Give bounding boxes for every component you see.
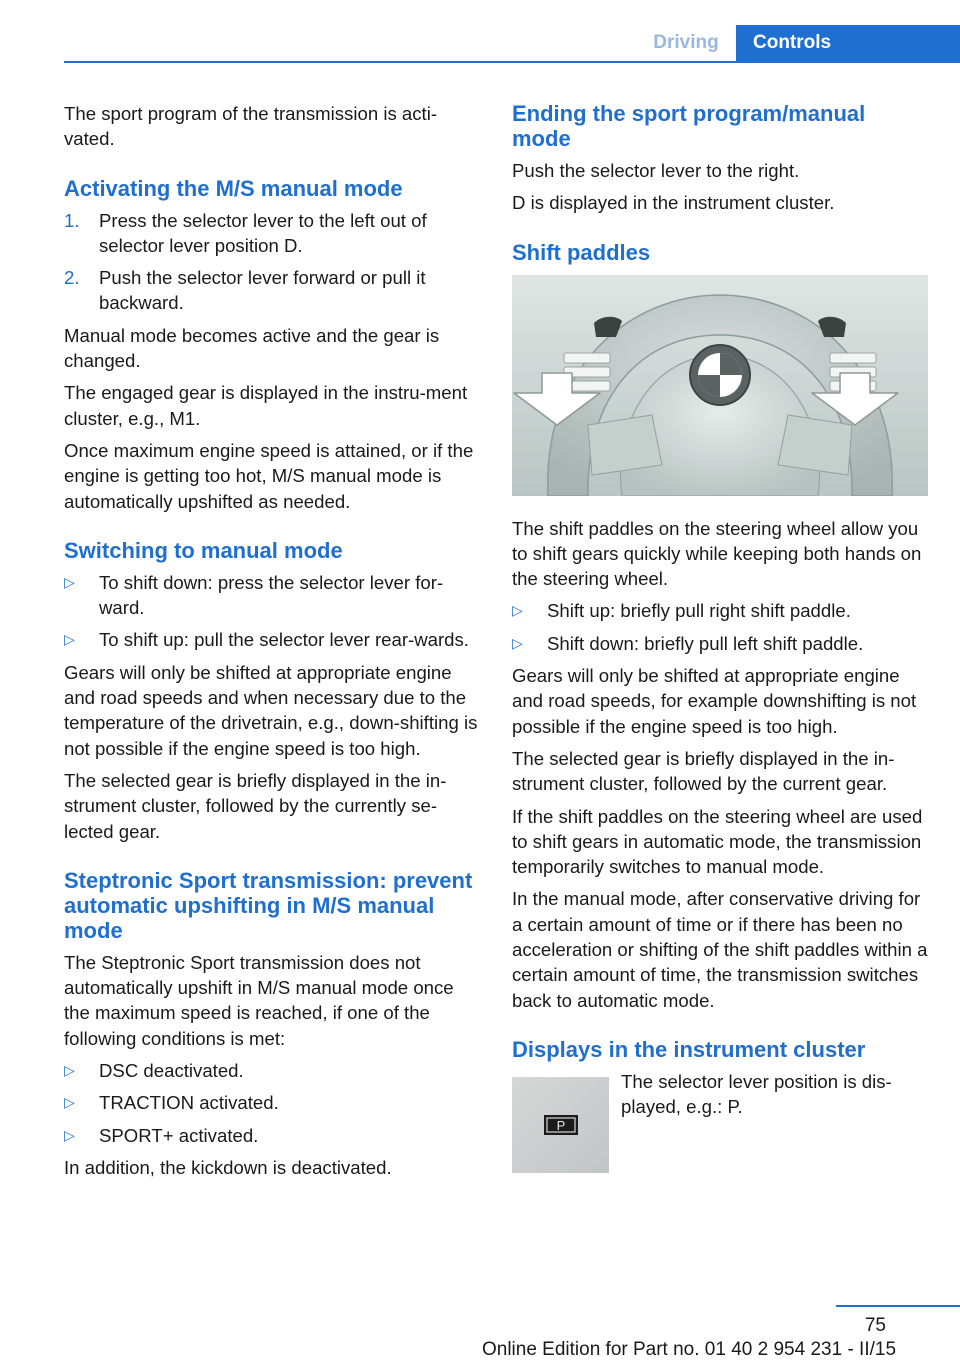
right-column (512, 101, 930, 1169)
triangle-bullet-icon: ▷ (64, 1126, 75, 1143)
body-paragraph: The Steptronic Sport transmission does not automatically upshift in M/S manual mode once the maximum speed is reached, if one of the following conditions is met: (64, 951, 454, 1049)
paddle-bullets (512, 598, 930, 656)
step-number: 1. (64, 209, 80, 231)
selector-position-glyph: P (556, 1117, 566, 1133)
heading-shift-paddles: Shift paddles (512, 239, 651, 265)
page-number: 75 (864, 1315, 886, 1336)
bullet-text: To shift down: press the selector lever for‐ward. (99, 571, 444, 619)
bullet-text: Shift up: briefly pull right shift paddle. (547, 600, 851, 622)
heading-switching-manual-mode: Switching to manual mode (64, 537, 343, 563)
bullet-text: To shift up: pull the selector lever rear‐wards. (99, 629, 469, 651)
bullet-item (512, 598, 930, 623)
bullet-text: SPORT+ activated. (99, 1124, 259, 1146)
heading-steptronic-sport: Steptronic Sport transmission: prevent automatic upshifting in M/S manual mode (64, 867, 473, 943)
bullet-item (64, 1090, 479, 1115)
steering-wheel-figure (512, 275, 928, 496)
switching-bullets (64, 570, 479, 653)
step-text: Press the selector lever to the left out of selector lever position D. (99, 209, 427, 256)
triangle-bullet-icon: ▷ (64, 1094, 75, 1111)
body-paragraph: If the shift paddles on the steering wheel are used to shift gears in automatic mode, the transmission temporarily switches to manual mode. (512, 805, 923, 878)
triangle-bullet-icon: ▷ (64, 631, 75, 648)
header-rule (64, 61, 960, 63)
bullet-item (64, 627, 479, 652)
step-item (64, 208, 479, 259)
triangle-bullet-icon: ▷ (64, 573, 75, 590)
body-paragraph: Manual mode becomes active and the gear is changed. (64, 324, 440, 372)
body-paragraph: The selector lever position is dis‐played, e.g.: P. (621, 1070, 892, 1118)
body-paragraph: Gears will only be shifted at appropriate engine and road speeds, for example downshifting is not possible if the engine speed is too high. (512, 665, 917, 737)
activation-steps (64, 208, 479, 316)
body-paragraph: The selected gear is briefly displayed in the in‐strument cluster, followed by the currently se‐lected gear. (64, 769, 447, 842)
body-paragraph: The shift paddles on the steering wheel allow you to shift gears quickly while keeping both hands on the steering wheel. (512, 517, 922, 590)
heading-displays-instrument-cluster: Displays in the instrument cluster (512, 1036, 866, 1062)
footer-edition: Online Edition for Part no. 01 40 2 954 231 - II/15 (481, 1339, 897, 1360)
condition-bullets (64, 1058, 479, 1148)
step-number: 2. (64, 267, 80, 289)
bullet-item (64, 570, 479, 621)
bullet-item (64, 1123, 479, 1148)
chapter-tab-controls[interactable]: Controls (736, 25, 960, 61)
body-paragraph: D is displayed in the instrument cluster. (512, 192, 835, 214)
body-paragraph: Push the selector lever to the right. (512, 160, 800, 181)
section-tab-driving[interactable]: Driving (653, 32, 719, 53)
body-paragraph: Gears will only be shifted at appropriate engine and road speeds and when necessary due to the temperature of the drivetrain, e.g., down‐shifting is not possible if the engine speed is too high. (64, 661, 478, 759)
step-item (64, 265, 479, 316)
left-column (64, 101, 479, 1187)
triangle-bullet-icon: ▷ (64, 1062, 75, 1079)
body-paragraph: Once maximum engine speed is attained, or if the engine is getting too hot, M/S manual mode is automatically upshifted as needed. (64, 439, 474, 512)
heading-activating-manual-mode: Activating the M/S manual mode (64, 175, 403, 201)
footer-rule (836, 1305, 960, 1307)
triangle-bullet-icon: ▷ (512, 634, 523, 651)
body-paragraph: In addition, the kickdown is deactivated. (64, 1156, 392, 1178)
instrument-cluster-p-icon (512, 1077, 609, 1173)
display-example (512, 1069, 930, 1169)
bullet-text: Shift down: briefly pull left shift paddle. (547, 632, 864, 654)
heading-ending-sport-program: Ending the sport program/manual mode (512, 101, 866, 151)
body-paragraph: The engaged gear is displayed in the instru‐ment cluster, e.g., M1. (64, 382, 468, 429)
body-paragraph: In the manual mode, after conservative driving for a certain amount of time or if there has been no acceleration or shifting of the shift paddles within a certain amount of time, the transmission switches back to automatic mode. (512, 888, 928, 1011)
step-text: Push the selector lever forward or pull it backward. (99, 267, 426, 314)
bullet-item (64, 1058, 479, 1083)
bullet-text: TRACTION activated. (99, 1092, 279, 1114)
triangle-bullet-icon: ▷ (512, 602, 523, 619)
bullet-item (512, 631, 930, 656)
body-paragraph: The selected gear is briefly displayed in the in‐strument cluster, followed by the current gear. (512, 747, 895, 795)
bullet-text: DSC deactivated. (99, 1060, 244, 1082)
intro-paragraph: The sport program of the transmission is acti‐vated. (64, 103, 438, 150)
